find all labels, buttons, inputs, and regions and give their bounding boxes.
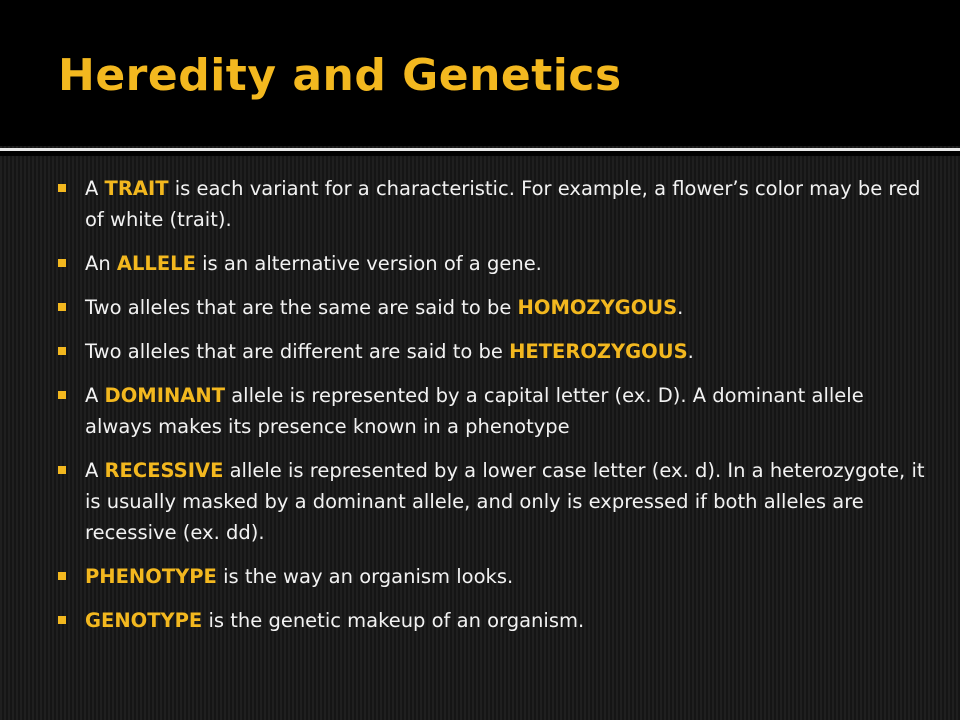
- bullet-text-post: allele is represented by a capital letter (ex. D). A dominant allele always makes its presence known in a phenotype: [85, 384, 864, 438]
- bullet-recessive: [56, 455, 936, 548]
- title-bar: [0, 0, 960, 146]
- square-bullet-icon: [58, 616, 66, 624]
- bullet-text-post: allele is represented by a lower case letter (ex. d). In a heterozygote, it is usually masked by a dominant allele, and only is expressed if both alleles are recessive (ex. dd).: [85, 459, 925, 544]
- bullet-trait: [56, 173, 936, 235]
- term-allele: ALLELE: [116, 252, 196, 275]
- term-trait: TRAIT: [104, 177, 169, 200]
- term-recessive: RECESSIVE: [104, 459, 224, 482]
- slide-title: Heredity and Genetics: [58, 50, 622, 101]
- bullet-text-post: is an alternative version of a gene.: [195, 252, 542, 275]
- bullet-text-post: is the way an organism looks.: [216, 565, 514, 588]
- bullet-text-pre: Two alleles that are different are said to be: [85, 340, 510, 363]
- term-homozygous: HOMOZYGOUS: [517, 296, 678, 319]
- bullet-heterozygous: [56, 336, 936, 367]
- square-bullet-icon: [58, 391, 66, 399]
- bullet-dominant: [56, 380, 936, 442]
- bullet-text-pre: Two alleles that are the same are said to be: [85, 296, 518, 319]
- square-bullet-icon: [58, 303, 66, 311]
- bullet-allele: [56, 248, 936, 279]
- square-bullet-icon: [58, 259, 66, 267]
- term-dominant: DOMINANT: [104, 384, 226, 407]
- term-genotype: GENOTYPE: [85, 609, 203, 632]
- square-bullet-icon: [58, 184, 66, 192]
- bullet-text-pre: A: [85, 384, 105, 407]
- square-bullet-icon: [58, 347, 66, 355]
- bullet-text-post: .: [677, 296, 684, 319]
- bullet-text-pre: An: [85, 252, 117, 275]
- title-divider-shadow: [0, 151, 960, 156]
- bullet-homozygous: [56, 292, 936, 323]
- bullet-text-pre: A: [85, 177, 105, 200]
- bullet-text-post: .: [687, 340, 694, 363]
- bullet-text-post: is each variant for a characteristic. For example, a flower’s color may be red of white (trait).: [85, 177, 921, 231]
- term-heterozygous: HETEROZYGOUS: [509, 340, 688, 363]
- bullet-genotype: [56, 605, 936, 636]
- term-phenotype: PHENOTYPE: [85, 565, 217, 588]
- square-bullet-icon: [58, 572, 66, 580]
- bullet-text-post: is the genetic makeup of an organism.: [202, 609, 585, 632]
- bullet-phenotype: [56, 561, 936, 592]
- bullet-list: [56, 173, 936, 649]
- square-bullet-icon: [58, 466, 66, 474]
- bullet-text-pre: A: [85, 459, 105, 482]
